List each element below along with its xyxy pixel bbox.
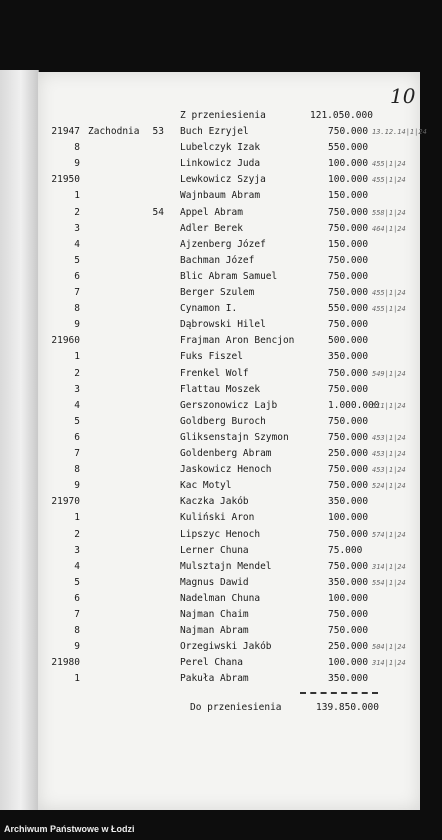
entry-number: 6 <box>74 592 80 604</box>
person-name: Mulsztajn Mendel <box>180 560 272 572</box>
amount: 250.000 <box>328 448 369 459</box>
person-name: Ajzenberg Józef <box>180 238 266 250</box>
entry-number: 4 <box>74 399 80 411</box>
entry-number: 3 <box>74 222 80 234</box>
amount: 350.000 <box>328 351 369 363</box>
amount: 750.000 <box>328 609 369 620</box>
person-name: Najman Chaim <box>180 609 249 620</box>
pencil-note: 455|1|24 <box>372 305 406 314</box>
person-name: Dąbrowski Hilel <box>180 319 266 331</box>
amount: 750.000 <box>328 367 369 379</box>
carry-in-label: Z przeniesienia <box>180 110 266 121</box>
person-name: Linkowicz Juda <box>180 158 261 170</box>
amount: 150.000 <box>328 238 369 250</box>
pencil-note: 455|1|24 <box>372 176 406 185</box>
amount: 750.000 <box>328 625 369 637</box>
entry-number: 21947 <box>51 126 80 137</box>
amount: 100.000 <box>328 592 369 604</box>
person-name: Kuliński Aron <box>180 512 255 524</box>
entry-number: 5 <box>74 576 80 588</box>
amount: 100.000 <box>328 158 369 170</box>
person-name: Blic Abram Samuel <box>180 270 278 282</box>
entry-number: 21970 <box>51 496 80 508</box>
ledger-row <box>0 188 442 204</box>
ledger-row <box>0 317 442 333</box>
entry-number: 21980 <box>51 657 80 669</box>
amount: 750.000 <box>328 415 369 427</box>
total-separator <box>300 692 378 694</box>
amount: 100.000 <box>328 512 369 524</box>
person-name: Goldberg Buroch <box>180 415 266 427</box>
pencil-note: 314|1|24 <box>372 562 406 571</box>
page-number: 10 <box>390 84 416 108</box>
person-name: Lubelczyk Izak <box>180 142 261 154</box>
entry-number: 3 <box>74 544 80 556</box>
entry-number: 2 <box>74 206 80 218</box>
ledger-row <box>0 510 442 526</box>
amount: 750.000 <box>328 287 369 298</box>
entry-number: 6 <box>74 270 80 282</box>
entry-number: 4 <box>74 238 80 250</box>
pencil-note: 511|1|24 <box>372 401 406 410</box>
amount: 350.000 <box>328 496 369 508</box>
pencil-note: 455|1|24 <box>372 160 406 169</box>
entry-number: 9 <box>74 319 80 331</box>
carry-out-row <box>0 700 442 716</box>
pencil-note: 13.12.14|1|24 <box>372 128 427 136</box>
ledger-row <box>0 172 442 188</box>
person-name: Lipszyc Henoch <box>180 528 261 540</box>
carry-out-amount: 139.850.000 <box>316 702 379 713</box>
person-name: Orzegiwski Jakób <box>180 641 272 653</box>
person-name: Pakuła Abram <box>180 673 249 685</box>
ledger-row <box>0 430 442 446</box>
person-name: Flattau Moszek <box>180 383 261 395</box>
pencil-note: 549|1|24 <box>372 369 406 378</box>
person-name: Frenkel Wolf <box>180 367 249 379</box>
ledger-row <box>0 414 442 430</box>
person-name: Magnus Dawid <box>180 576 249 588</box>
ledger-row <box>0 366 442 382</box>
entry-number: 2 <box>74 528 80 540</box>
ledger-row <box>0 446 442 462</box>
ledger-row <box>0 639 442 655</box>
amount: 350.000 <box>328 673 369 685</box>
ledger-row <box>0 591 442 607</box>
entry-number: 7 <box>74 287 80 298</box>
person-name: Buch Ezryjel <box>180 126 249 137</box>
ledger-row <box>0 527 442 543</box>
carry-in-amount: 121.050.000 <box>310 110 373 121</box>
person-name: Lerner Chuna <box>180 544 249 556</box>
archive-watermark: Archiwum Państwowe w Łodzi <box>4 824 135 834</box>
amount: 750.000 <box>328 431 369 443</box>
amount: 150.000 <box>328 190 369 202</box>
carry-out-label: Do przeniesienia <box>190 702 282 713</box>
amount: 750.000 <box>328 254 369 266</box>
entry-number: 1 <box>74 351 80 363</box>
ledger-row <box>0 140 442 156</box>
ledger-row <box>0 237 442 253</box>
ledger-row <box>0 478 442 494</box>
person-name: Gliksenstajn Szymon <box>180 431 289 443</box>
ledger-row <box>0 205 442 221</box>
entry-number: 8 <box>74 303 80 315</box>
person-name: Wajnbaum Abram <box>180 190 261 202</box>
ledger-row <box>0 124 442 140</box>
entry-number: 6 <box>74 431 80 443</box>
entry-number: 2 <box>74 367 80 379</box>
ledger-row <box>0 285 442 301</box>
ledger-row <box>0 253 442 269</box>
person-name: Berger Szulem <box>180 287 255 298</box>
entry-number: 8 <box>74 142 80 154</box>
ledger-row <box>0 269 442 285</box>
ledger-row <box>0 671 442 687</box>
pencil-note: 453|1|24 <box>372 450 406 458</box>
entry-number: 9 <box>74 641 80 653</box>
house-number: 54 <box>152 206 164 218</box>
amount: 750.000 <box>328 383 369 395</box>
amount: 750.000 <box>328 480 369 492</box>
ledger-row <box>0 575 442 591</box>
amount: 750.000 <box>328 464 369 476</box>
person-name: Gerszonowicz Lajb <box>180 399 278 411</box>
ledger-row <box>0 221 442 237</box>
amount: 350.000 <box>328 576 369 588</box>
entry-number: 9 <box>74 480 80 492</box>
entry-number: 5 <box>74 254 80 266</box>
amount: 750.000 <box>328 319 369 331</box>
person-name: Kac Motyl <box>180 480 232 492</box>
pencil-note: 574|1|24 <box>372 530 406 539</box>
person-name: Najman Abram <box>180 625 249 637</box>
amount: 750.000 <box>328 206 369 218</box>
amount: 100.000 <box>328 657 369 669</box>
pencil-note: 314|1|24 <box>372 659 406 668</box>
person-name: Jaskowicz Henoch <box>180 464 272 476</box>
entry-number: 1 <box>74 512 80 524</box>
entry-number: 8 <box>74 625 80 637</box>
entry-number: 8 <box>74 464 80 476</box>
person-name: Lewkowicz Szyja <box>180 174 266 186</box>
pencil-note: 453|1|24 <box>372 466 406 475</box>
ledger-row <box>0 398 442 414</box>
ledger-row <box>0 301 442 317</box>
entry-number: 7 <box>74 609 80 620</box>
amount: 100.000 <box>328 174 369 186</box>
person-name: Perel Chana <box>180 657 243 669</box>
amount: 750.000 <box>328 560 369 572</box>
street-name: Zachodnia <box>88 126 140 137</box>
ledger-row <box>0 623 442 639</box>
ledger-row <box>0 655 442 671</box>
amount: 250.000 <box>328 641 369 653</box>
ledger-row <box>0 349 442 365</box>
pencil-note: 524|1|24 <box>372 482 406 491</box>
ledger-row <box>0 382 442 398</box>
amount: 550.000 <box>328 303 369 315</box>
pencil-note: 464|1|24 <box>372 224 406 233</box>
house-number: 53 <box>152 126 164 137</box>
carry-in-row <box>0 108 442 124</box>
amount: 75.000 <box>328 544 363 556</box>
pencil-note: 504|1|24 <box>372 643 406 652</box>
person-name: Cynamon I. <box>180 303 238 315</box>
entry-number: 21960 <box>51 335 80 347</box>
person-name: Bachman Józef <box>180 254 255 266</box>
person-name: Adler Berek <box>180 222 243 234</box>
person-name: Frajman Aron Bencjon <box>180 335 295 347</box>
person-name: Fuks Fiszel <box>180 351 243 363</box>
person-name: Appel Abram <box>180 206 243 218</box>
pencil-note: 558|1|24 <box>372 208 406 217</box>
ledger-row <box>0 333 442 349</box>
ledger-row <box>0 607 442 623</box>
entry-number: 5 <box>74 415 80 427</box>
ledger-row <box>0 543 442 559</box>
person-name: Goldenberg Abram <box>180 448 272 459</box>
amount: 750.000 <box>328 222 369 234</box>
ledger-row <box>0 494 442 510</box>
ledger-row <box>0 559 442 575</box>
ledger-row <box>0 156 442 172</box>
amount: 750.000 <box>328 528 369 540</box>
ledger-row <box>0 462 442 478</box>
entry-number: 7 <box>74 448 80 459</box>
amount: 1.000.000 <box>328 399 380 411</box>
amount: 550.000 <box>328 142 369 154</box>
pencil-note: 554|1|24 <box>372 578 406 587</box>
amount: 500.000 <box>328 335 369 347</box>
entry-number: 21950 <box>51 174 80 186</box>
pencil-note: 455|1|24 <box>372 289 406 297</box>
amount: 750.000 <box>328 126 369 137</box>
person-name: Nadelman Chuna <box>180 592 261 604</box>
entry-number: 3 <box>74 383 80 395</box>
entry-number: 1 <box>74 190 80 202</box>
entry-number: 9 <box>74 158 80 170</box>
entry-number: 1 <box>74 673 80 685</box>
entry-number: 4 <box>74 560 80 572</box>
person-name: Kaczka Jakób <box>180 496 249 508</box>
pencil-note: 453|1|24 <box>372 433 406 442</box>
amount: 750.000 <box>328 270 369 282</box>
